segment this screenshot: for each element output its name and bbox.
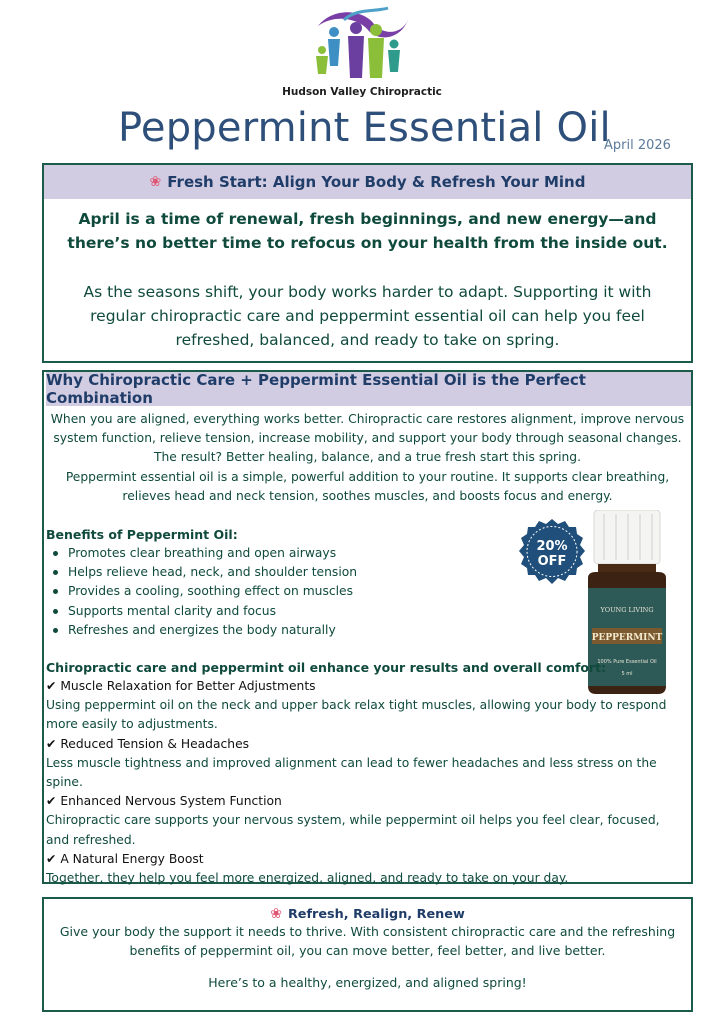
closing-line: Here’s to a healthy, energized, and aligned spring!	[208, 975, 527, 990]
badge-percent: 20%	[536, 539, 568, 554]
checkmark-item-heading: ✔ A Natural Energy Boost	[46, 850, 685, 869]
intro-paragraph: Peppermint essential oil is a simple, powerful addition to your routine. It supports clear breathing, relieves head and neck tension, soothes muscles, and boosts focus and energy.	[65, 469, 670, 503]
intro-text	[48, 410, 687, 506]
section-heading	[44, 906, 691, 922]
fresh-start-section	[42, 163, 693, 363]
combination-list	[46, 677, 685, 888]
benefits-list	[46, 544, 357, 640]
checkmark-item-text: Using peppermint oil on the neck and upper back relax tight muscles, allowing your body to respond more easily to adjustments.	[46, 698, 667, 732]
family-figures-logo-icon	[304, 6, 420, 86]
checkmark-item-text: Chiropractic care supports your nervous system, while peppermint oil helps you feel clear, focused, and refreshed.	[46, 813, 660, 847]
checkmark-item-heading: ✔ Enhanced Nervous System Function	[46, 792, 685, 811]
section-heading-band	[44, 165, 691, 199]
checkmark-item-heading: ✔ Reduced Tension & Headaches	[46, 735, 685, 754]
section-heading-text: Refresh, Realign, Renew	[287, 907, 465, 922]
benefits-title: Benefits of Peppermint Oil:	[46, 527, 238, 542]
intro-paragraph: When you are aligned, everything works better. Chiropractic care restores alignment, improve nervous system function, relieve tension, increase mobility, and support your body through seasonal changes. The result? Better healing, balance, and a true fresh start this spring.	[50, 412, 685, 465]
bottle-description: 100% Pure Essential Oil	[597, 659, 657, 665]
lead-paragraph: April is a time of renewal, fresh beginnings, and new energy—and there’s no better time to refocus on your health from the inside out.	[67, 210, 668, 252]
bottle-brand: YOUNG LIVING	[600, 606, 654, 614]
section-heading-band	[46, 372, 691, 406]
bottle-name: PEPPERMINT	[591, 633, 663, 643]
list-item: Promotes clear breathing and open airways	[68, 544, 357, 563]
org-name: Hudson Valley Chiropractic	[282, 86, 442, 98]
section-heading: Why Chiropractic Care + Peppermint Essential Oil is the Perfect Combination	[46, 371, 586, 407]
flower-icon: ❀	[149, 174, 162, 190]
page-title: Peppermint Essential Oil	[118, 105, 611, 151]
issue-date: April 2026	[604, 138, 671, 153]
checkmark-item-heading: ✔ Muscle Relaxation for Better Adjustments	[46, 677, 685, 696]
list-item: Supports mental clarity and focus	[68, 602, 357, 621]
flower-icon: ❀	[270, 906, 282, 922]
bottle-size: 5 ml	[621, 671, 633, 677]
list-item: Provides a cooling, soothing effect on muscles	[68, 582, 357, 601]
badge-off: OFF	[537, 554, 567, 569]
why-combination-section	[42, 370, 693, 884]
body-paragraph: As the seasons shift, your body works harder to adapt. Supporting it with regular chiropractic care and peppermint essential oil can help you feel refreshed, balanced, and ready to take on spring.	[83, 283, 652, 349]
body-paragraph: Give your body the support it needs to thrive. With consistent chiropractic care and the refreshing benefits of peppermint oil, you can move better, feel better, and live better.	[59, 924, 676, 958]
checkmark-item-text: Together, they help you feel more energized, aligned, and ready to take on your day.	[46, 871, 569, 886]
section-heading: Fresh Start: Align Your Body & Refresh Your Mind	[167, 173, 586, 191]
discount-badge	[518, 518, 586, 586]
checkmark-item-text: Less muscle tightness and improved alignment can lead to fewer headaches and less stress on the spine.	[46, 755, 657, 790]
refresh-realign-section	[42, 897, 693, 1012]
list-item: Refreshes and energizes the body naturally	[68, 621, 357, 640]
list-item: Helps relieve head, neck, and shoulder tension	[68, 563, 357, 582]
combination-title: Chiropractic care and peppermint oil enhance your results and overall comfort:	[46, 660, 607, 675]
